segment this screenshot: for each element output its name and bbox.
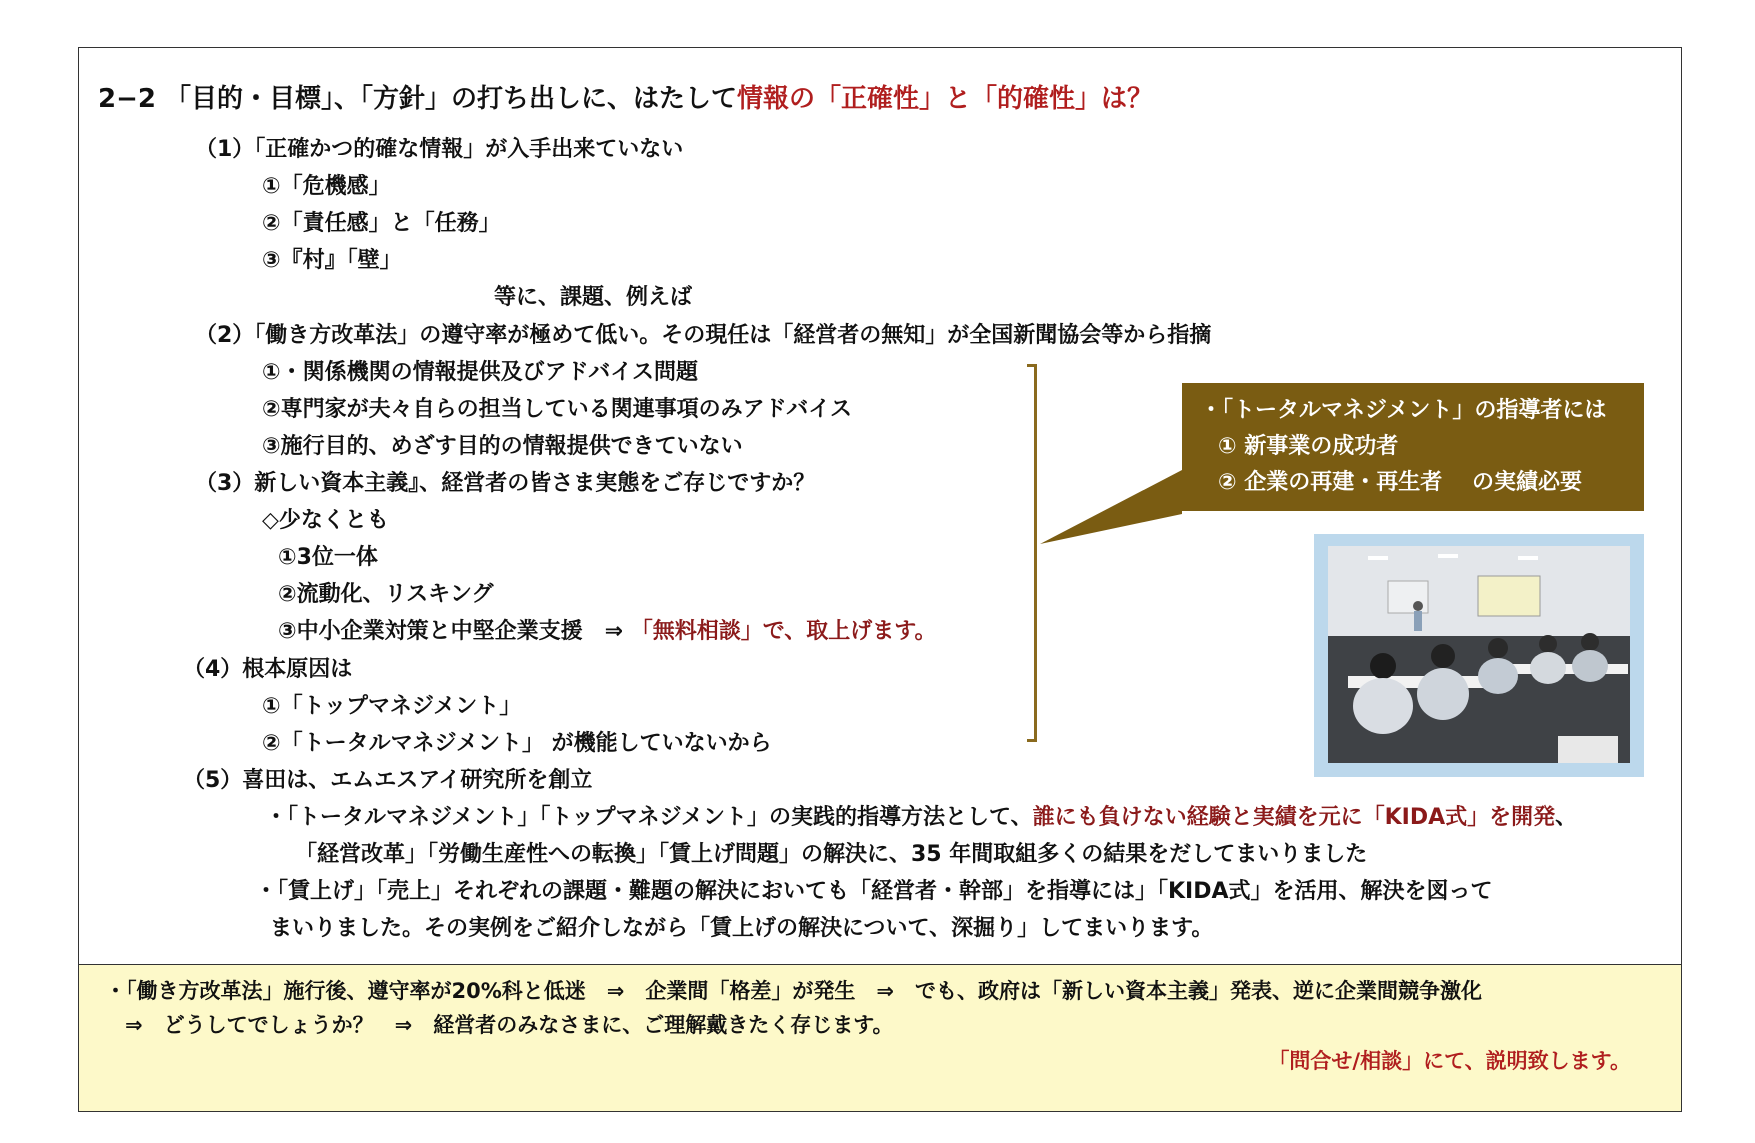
bracket-line bbox=[1027, 364, 1037, 742]
item-2-2: ②専門家が夫々自らの担当している関連事項のみアドバイス bbox=[262, 397, 852, 422]
item-1-1: ①「危機感」 bbox=[262, 174, 391, 199]
item-5-1-comma: 、 bbox=[1555, 805, 1578, 830]
item-5-1-cont: 「経営改革」「労働生産性への転換」「賃上げ問題」の解決に、35 年間取組多くの結果をだしてまいりました bbox=[295, 842, 1368, 867]
summary-box bbox=[78, 964, 1682, 1112]
item-2: （2）「働き方改革法」の遵守率が極めて低い。その現任は「経営者の無知」が全国新聞協会等から指摘 bbox=[195, 323, 1212, 348]
callout-line-2: ① 新事業の成功者 bbox=[1218, 434, 1399, 459]
item-3-1: ①3位一体 bbox=[278, 545, 378, 570]
summary-line-1: ・「働き方改革法」施行後、遵守率が20%科と低迷 ⇒ 企業間「格差」が発生 ⇒ でも、政府は「新しい資本主義」発表、逆に企業間競争激化 bbox=[105, 979, 1482, 1003]
callout-box bbox=[1182, 383, 1644, 511]
contact-link[interactable]: 「問合せ/相談」にて、説明致します。 bbox=[1268, 1049, 1631, 1073]
item-1-3: ③『村』「壁」 bbox=[262, 248, 402, 273]
item-5-1-text: ・「トータルマネジメント」「トップマネジメント」の実践的指導方法として、 bbox=[265, 805, 1033, 830]
item-3: （3）新しい資本主義』、経営者の皆さま実態をご存じですか？ bbox=[195, 471, 816, 496]
item-4: （4）根本原因は bbox=[183, 657, 353, 682]
title-highlight: 情報の「正確性」と「的確性」は？ bbox=[737, 84, 1154, 114]
item-1: （1）「正確かつ的確な情報」が入手出来ていない bbox=[195, 137, 684, 162]
page-title bbox=[98, 78, 1153, 115]
seminar-photo-image bbox=[1328, 546, 1630, 763]
item-4-2: ②「トータルマネジメント」 が機能していないから bbox=[262, 731, 772, 756]
item-3-sub: ◇少なくとも bbox=[262, 508, 389, 533]
item-5-2-cont: まいりました。その実例をご紹介しながら「賃上げの解決について、深掘り」してまいります。 bbox=[270, 916, 1214, 941]
item-5-1 bbox=[265, 804, 1577, 832]
item-2-1: ①・関係機関の情報提供及びアドバイス問題 bbox=[262, 360, 698, 385]
item-5-1-highlight: 誰にも負けない経験と実績を元に「KIDA式」を開発 bbox=[1032, 805, 1556, 830]
callout-line-1: ・「トータルマネジメント」の指導者には bbox=[1200, 398, 1607, 423]
item-4-1: ①「トップマネジメント」 bbox=[262, 694, 522, 719]
title-prefix: 2−2 「目的・目標」、「方針」の打ち出しに、はたして bbox=[98, 84, 738, 114]
item-1-2: ②「責任感」と「任務」 bbox=[262, 211, 501, 236]
item-5-2: ・「賃上げ」「売上」それぞれの課題・難題の解決においても「経営者・幹部」を指導には」「KIDA式」を活用、解決を図って bbox=[255, 879, 1493, 904]
item-2-3: ③施行目的、めざす目的の情報提供できていない bbox=[262, 434, 743, 459]
free-consult-link: 「無料相談」で、取上げます。 bbox=[630, 619, 937, 644]
seminar-photo bbox=[1314, 534, 1644, 777]
summary-line-2: ⇒ どうしてでしょうか？ ⇒ 経営者のみなさまに、ご理解戴きたく存じます。 bbox=[125, 1013, 894, 1037]
item-3-3 bbox=[278, 618, 937, 646]
item-3-2: ②流動化、リスキング bbox=[278, 582, 494, 607]
callout-line-3: ② 企業の再建・再生者 の実績必要 bbox=[1218, 470, 1582, 495]
item-3-3-text: ③中小企業対策と中堅企業支援 ⇒ bbox=[278, 619, 631, 644]
item-5: （5）喜田は、エムエスアイ研究所を創立 bbox=[183, 768, 593, 793]
item-1-note: 等に、課題、例えば bbox=[494, 285, 693, 310]
